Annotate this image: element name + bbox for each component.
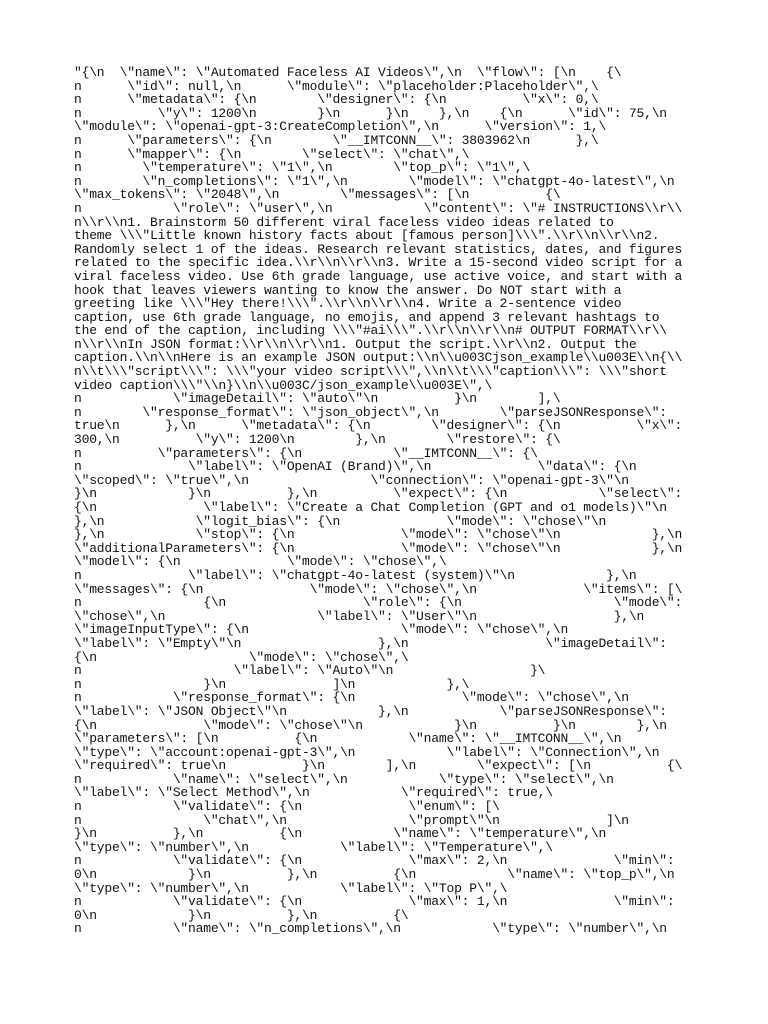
code-line: n \"validate\": {\n \"enum\": [\ xyxy=(74,799,500,815)
code-line: n \"response_format\": {\n \"mode\": \"chose\",\n xyxy=(74,690,629,706)
code-line: n\\t\\\"script\\\": \\\"your video script\\\",\\n\\t\\\"caption\\\": \\\"short xyxy=(74,364,667,380)
code-line: n \"imageDetail\": \"auto\"\n }\n ],\ xyxy=(74,391,561,407)
code-line: true\n },\n \"metadata\": {\n \"designer\": {\n \"x\": xyxy=(74,418,683,434)
code-line: \"imageInputType\": {\n \"mode\": \"chose\",\n xyxy=(74,622,569,638)
code-line: {\n \"mode\": \"chose\"\n }\n }\n },\n xyxy=(74,717,667,733)
code-line: \"type\": \"number\",\n \"label\": \"Temperature\",\ xyxy=(74,839,553,855)
code-line: n \"mapper\": {\n \"select\": \"chat\",\ xyxy=(74,146,470,162)
code-line: n\\r\\nIn JSON format:\\r\\n\\r\\n1. Output the script.\\r\\n2. Output the xyxy=(74,336,637,352)
code-line: \"chose\",\n \"label\": \"User\"\n },\n xyxy=(74,608,645,624)
code-line: \"model\": {\n \"mode\": \"chose\",\ xyxy=(74,554,447,570)
code-line: }\n }\n },\n \"expect\": {\n \"select\": xyxy=(74,486,683,502)
document-page xyxy=(74,66,694,936)
code-line: n \"name\": \"n_completions\",\n \"type\": \"number\",\n xyxy=(74,921,667,937)
code-line: n\\r\\n1. Brainstorm 50 different viral faceless video ideas related to xyxy=(74,214,614,230)
code-line: caption.\\n\\nHere is an example JSON output:\\n\\u003Cjson_example\\u003E\\n{\\ xyxy=(74,350,683,366)
code-line: \"label\": \"Select Method\",\n \"required\": true,\ xyxy=(74,785,553,801)
code-line: n {\n \"role\": {\n \"mode\": xyxy=(74,595,683,611)
code-line: n \"n_completions\": \"1\",\n \"model\": \"chatgpt-4o-latest\",\n xyxy=(74,173,675,189)
code-line: },\n \"stop\": {\n \"mode\": \"chose\"\n },\n xyxy=(74,527,683,543)
code-line: \"type\": \"number\",\n \"label\": \"Top P\",\ xyxy=(74,880,508,896)
code-line: \"label\": \"JSON Object\"\n },\n \"parseJSONResponse\": xyxy=(74,703,667,719)
code-line: hook that leaves viewers wanting to know the answer. Do NOT start with a xyxy=(74,282,622,298)
code-line: n \"parameters\": {\n \"__IMTCONN__\": {\ xyxy=(74,445,538,461)
code-line: \"required\": true\n }\n ],\n \"expect\": [\n {\ xyxy=(74,758,683,774)
code-line: {\n \"mode\": \"chose\",\ xyxy=(74,649,409,665)
code-line: theme \\\"Little known history facts about [famous person]\\\".\\r\\n\\r\\n2. xyxy=(74,228,660,244)
code-line: \"scoped\": \"true\",\n \"connection\": \"openai-gpt-3\"\n xyxy=(74,472,629,488)
code-line: video caption\\\"\\n}\\n\\u003C/json_example\\u003E\",\ xyxy=(74,377,493,393)
code-line: \"additionalParameters\": {\n \"mode\": \"chose\"\n },\n xyxy=(74,540,683,556)
code-line: {\n \"label\": \"Create a Chat Completion (GPT and o1 models)\"\n xyxy=(74,500,667,515)
code-line: n \"label\": \"chatgpt-4o-latest (system)\"\n },\n xyxy=(74,567,637,583)
code-line: the end of the caption, including \\\"#ai\\\".\\r\\n\\r\\n# OUTPUT FORMAT\\r\\ xyxy=(74,323,667,339)
code-line: viral faceless video. Use 6th grade language, use active voice, and start with a xyxy=(74,268,683,284)
code-line: \"label\": \"Empty\"\n },\n \"imageDetail\": xyxy=(74,635,667,651)
code-line: n \"label\": \"OpenAI (Brand)\",\n \"data\": {\n xyxy=(74,459,637,475)
code-line: 300,\n \"y\": 1200\n },\n \"restore\": {\ xyxy=(74,432,561,448)
code-line: },\n \"logit_bias\": {\n \"mode\": \"chose\"\n xyxy=(74,513,607,529)
code-line: n \"label\": \"Auto\"\n }\ xyxy=(74,663,546,679)
code-line: }\n },\n {\n \"name\": \"temperature\",\n xyxy=(74,826,607,842)
code-line: \"module\": \"openai-gpt-3:CreateCompletion\",\n \"version\": 1,\ xyxy=(74,119,607,135)
code-line: n \"role\": \"user\",\n \"content\": \"# INSTRUCTIONS\\r\\ xyxy=(74,200,683,216)
code-line: \"max_tokens\": \"2048\",\n \"messages\": [\n {\ xyxy=(74,187,561,203)
code-line: n \"id\": null,\n \"module\": \"placeholder:Placeholder\",\ xyxy=(74,78,599,94)
code-line: related to the specific idea.\\r\\n\\r\\n3. Write a 15-second video script for a xyxy=(74,255,683,271)
code-line: \"messages\": {\n \"mode\": \"chose\",\n \"items\": [\ xyxy=(74,581,683,597)
code-line: n }\n ]\n },\ xyxy=(74,676,470,692)
code-line: n \"validate\": {\n \"max\": 1,\n \"min\": xyxy=(74,894,675,910)
code-line: 0\n }\n },\n {\n \"name\": \"top_p\",\n xyxy=(74,867,675,883)
code-line: "{\n \"name\": \"Automated Faceless AI Videos\",\n \"flow\": [\n {\ xyxy=(74,65,622,80)
code-line: n \"validate\": {\n \"max\": 2,\n \"min\": xyxy=(74,853,675,869)
code-line: n \"temperature\": \"1\",\n \"top_p\": \"1\",\ xyxy=(74,160,531,176)
code-line: 0\n }\n },\n {\ xyxy=(74,907,409,923)
code-line: caption, use 6th grade language, no emojis, and append 3 relevant hashtags to xyxy=(74,309,660,325)
code-line: \"type\": \"account:openai-gpt-3\",\n \"label\": \"Connection\",\n xyxy=(74,744,660,760)
code-line: greeting like \\\"Hey there!\\\".\\r\\n\\r\\n4. Write a 2-sentence video xyxy=(74,296,622,312)
code-line: n \"chat\",\n \"prompt\"\n ]\n xyxy=(74,812,629,828)
code-line: n \"name\": \"select\",\n \"type\": \"select\",\n xyxy=(74,771,614,787)
code-line: \"parameters\": [\n {\n \"name\": \"__IMTCONN__\",\n xyxy=(74,731,622,747)
code-line: n \"response_format\": \"json_object\",\n \"parseJSONResponse\": xyxy=(74,404,667,420)
code-line: Randomly select 1 of the ideas. Research relevant statistics, dates, and figures xyxy=(74,241,683,257)
code-line: n \"y\": 1200\n }\n }\n },\n {\n \"id\": 75,\n xyxy=(74,105,667,121)
code-line: n \"metadata\": {\n \"designer\": {\n \"x\": 0,\ xyxy=(74,92,599,108)
code-line: n \"parameters\": {\n \"__IMTCONN__\": 3803962\n },\ xyxy=(74,132,599,148)
